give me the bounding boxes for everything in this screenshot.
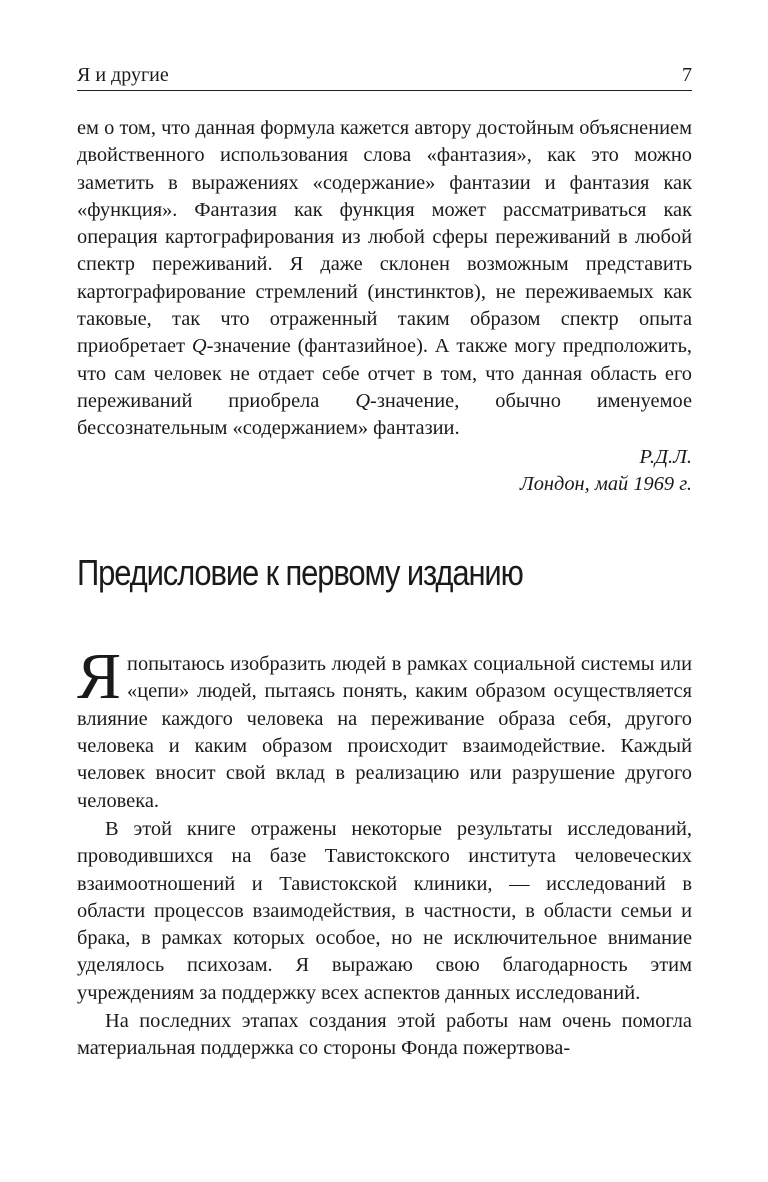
- page-number: 7: [682, 64, 692, 86]
- section-paragraph-1: [77, 640, 692, 815]
- q-symbol-1: Q: [191, 335, 207, 358]
- q-symbol-2: Q: [355, 389, 371, 412]
- preface-text-part-1: ем о том, что данная формула кажется автору достойным объяснением двойственного использования слова «фантазия», как это можно заметить в выражениях «содержание» фантазии и фантазия как «функция». Фантазия как функция может рассматриваться как операция картографирования из любой сферы переживаний в любой спектр переживаний. Я даже склонен возможным представить картографирование стремлений (инстинктов), не переживаемых как таковые, так что отраженный таким образом спектр опыта приобретает: [77, 117, 692, 358]
- running-head-title: Я и другие: [77, 64, 169, 86]
- preface-text-part-2: -значение (фантазийное). А также могу предположить, что сам человек не отдает себе отчет в том, что данная область его переживаний приобрела: [77, 335, 692, 412]
- drop-cap: Я: [77, 640, 122, 714]
- section-title: Предисловие к первому изданию: [77, 552, 523, 594]
- section-paragraph-2: В этой книге отражены некоторые результаты исследований, проводившихся на базе Тавистокского института человеческих взаимоотношений и Тавистокской клиники, — исследований в области процессов взаимодействия, в частности, в области семьи и брака, в рамках которых особое, но не исключительное внимание уделялось психозам. Я выражаю свою благодарность этим учреждениям за поддержку всех аспектов данных исследований.: [77, 817, 692, 1004]
- paragraph-1-text: попытаюсь изобразить людей в рамках социальной системы или «цепи» людей, пытаясь понять, каким образом осуществляется влияние каждого человека на переживание образа себя, другого человека и каким образом происходит взаимодействие. Каждый человек вносит свой вклад в реализацию или разрушение другого человека.: [77, 653, 692, 812]
- preface-text-part-3: -значение, обычно именуемое бессознательным «содержанием» фантазии.: [77, 389, 692, 440]
- running-head: [77, 60, 692, 91]
- signature-initials: Р.Д.Л.: [639, 445, 692, 468]
- book-page: [77, 60, 692, 1063]
- section-paragraph-3: На последних этапах создания этой работы нам очень помогла материальная поддержка со стороны Фонда пожертвова-: [77, 1010, 692, 1060]
- preface-closing-paragraph: [77, 115, 692, 443]
- signature-place-date: Лондон, май 1969 г.: [519, 472, 692, 495]
